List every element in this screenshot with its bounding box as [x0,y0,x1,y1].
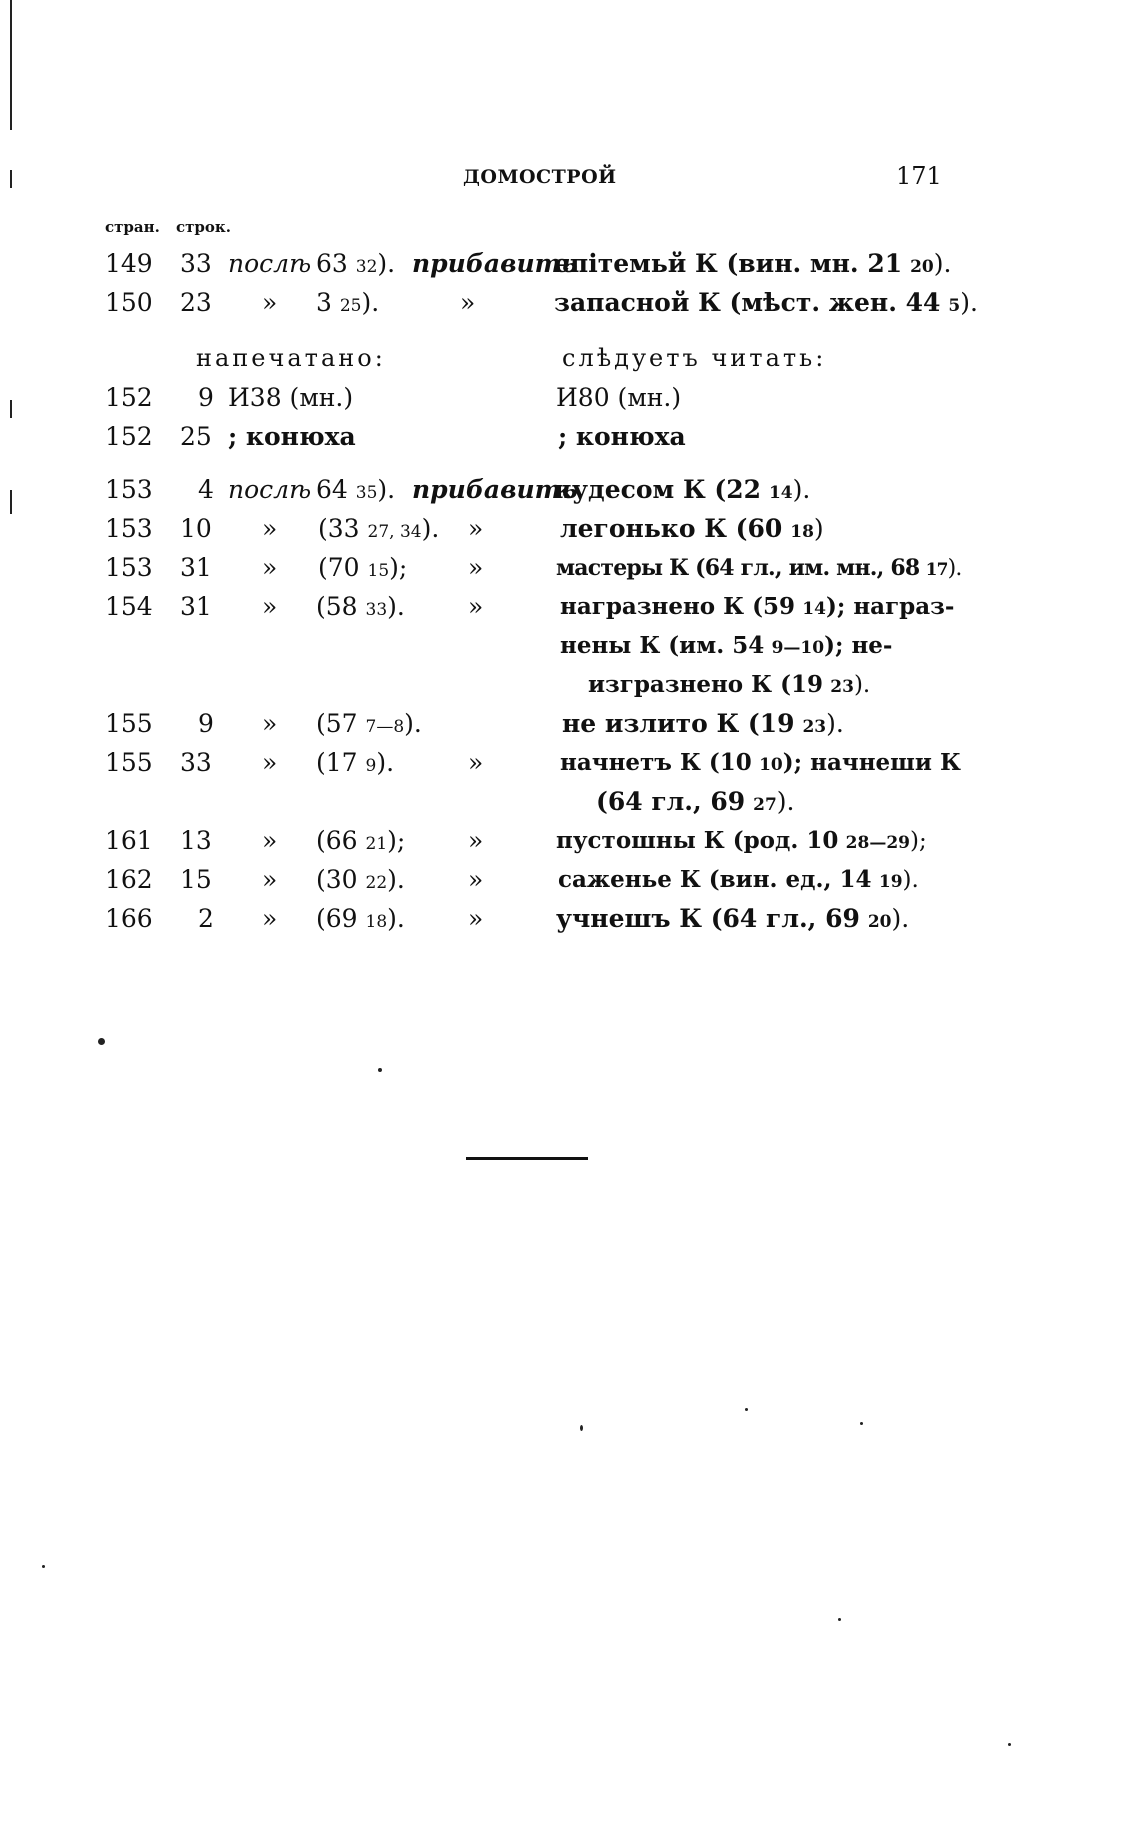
action-word: прибавить [412,475,578,504]
errata-row [0,285,1140,321]
correction-continued: (64 гл., 69 27). [596,787,795,816]
page-edge-mark [10,0,12,130]
ink-speck [42,1565,45,1568]
line-ref: 9 [198,383,214,412]
line-ref: 33 [180,249,212,278]
line-ref: 10 [180,514,212,543]
correction: учнешъ К (64 гл., 69 20). [556,904,910,933]
ditto-mark: » [468,748,484,777]
page-ref: 162 [105,865,153,894]
correction: награзнено К (59 14); награз- [560,593,955,620]
ditto-mark: » [262,748,278,777]
position-word: послѣ [228,249,312,278]
column-header-page: стран. [105,218,160,236]
page-ref: 155 [105,709,153,738]
location: 3 25). [316,288,380,317]
page-ref: 153 [105,514,153,543]
ditto-mark: » [262,709,278,738]
correction-continued: изгразнено К (19 23). [588,671,871,698]
line-ref: 4 [198,475,214,504]
page-ref: 152 [105,383,153,412]
page-edge-mark [10,170,12,188]
page-ref: 149 [105,249,153,278]
ditto-mark: » [262,553,278,582]
page-ref: 166 [105,904,153,933]
line-ref: 9 [198,709,214,738]
line-ref: 33 [180,748,212,777]
printed-text: И38 (мн.) [228,383,354,412]
errata-continuation [0,667,1140,703]
location: (70 15); [318,553,408,582]
action-word: прибавить [412,249,578,278]
ink-speck [838,1618,841,1621]
errata-row [0,589,1140,625]
ditto-mark: » [468,553,484,582]
line-ref: 25 [180,422,212,451]
printed-header: напечатано: [196,344,386,372]
errata-row [0,246,1140,282]
location: (17 9). [316,748,395,777]
page-ref: 152 [105,422,153,451]
location: (30 22). [316,865,405,894]
correction: мастеры К (64 гл., им. мн., 68 17). [556,555,962,581]
ink-speck [1008,1743,1011,1746]
line-ref: 31 [180,592,212,621]
ditto-mark: » [262,865,278,894]
page-ref: 153 [105,553,153,582]
errata-row [0,901,1140,937]
ink-speck [745,1408,748,1411]
location: 64 35). [316,475,396,504]
correction: легонько К (60 18) [560,514,824,543]
page-ref: 154 [105,592,153,621]
correction: кудесом К (22 14). [554,475,811,504]
column-header-line: строк. [176,218,231,236]
location: (58 33). [316,592,405,621]
line-ref: 2 [198,904,214,933]
errata-row [0,419,1140,455]
ditto-mark: » [468,904,484,933]
errata-row [0,862,1140,898]
ditto-mark: » [262,514,278,543]
line-ref: 23 [180,288,212,317]
printed-text: ; конюха [228,422,356,451]
page-ref: 150 [105,288,153,317]
location: 63 32). [316,249,396,278]
ditto-mark: » [262,904,278,933]
location: (57 7—8). [316,709,422,738]
ink-speck [378,1068,382,1072]
ink-speck [860,1422,863,1425]
should-read-text: И80 (мн.) [556,383,682,412]
errata-row [0,380,1140,416]
errata-row [0,823,1140,859]
line-ref: 13 [180,826,212,855]
line-ref: 31 [180,553,212,582]
ink-speck [580,1425,583,1431]
ditto-mark: » [262,826,278,855]
correction: запасной К (мѣст. жен. 44 5). [554,288,978,317]
ditto-mark: » [262,592,278,621]
page-ref: 153 [105,475,153,504]
ditto-mark: » [468,592,484,621]
ditto-mark: » [460,288,476,317]
ditto-mark: » [468,826,484,855]
correction: епітемьй К (вин. мн. 21 20). [554,249,952,278]
page-number: 171 [896,162,942,190]
errata-continuation [0,784,1140,820]
position-word: послѣ [228,475,312,504]
correction-continued: нены К (им. 54 9—10); не- [560,632,893,659]
errata-row [0,472,1140,508]
location: (69 18). [316,904,405,933]
errata-row [0,550,1140,586]
ditto-mark: » [468,514,484,543]
errata-row [0,706,1140,742]
correction: начнетъ К (10 10); начнеши К [560,749,961,776]
errata-row [0,745,1140,781]
should-read-header: слѣдуетъ читать: [562,344,827,372]
ditto-mark: » [262,288,278,317]
closing-rule [466,1157,588,1160]
correction: не излито К (19 23). [562,709,844,738]
ink-speck [98,1038,105,1045]
location: (66 21); [316,826,406,855]
line-ref: 15 [180,865,212,894]
page-ref: 161 [105,826,153,855]
page-ref: 155 [105,748,153,777]
should-read-text: ; конюха [558,422,686,451]
errata-row [0,511,1140,547]
ditto-mark: » [468,865,484,894]
correction: саженье К (вин. ед., 14 19). [558,866,919,893]
errata-continuation [0,628,1140,664]
correction: пустошны К (род. 10 28—29); [556,827,927,854]
running-title: ДОМОСТРОЙ [463,166,617,188]
location: (33 27, 34). [318,514,440,543]
